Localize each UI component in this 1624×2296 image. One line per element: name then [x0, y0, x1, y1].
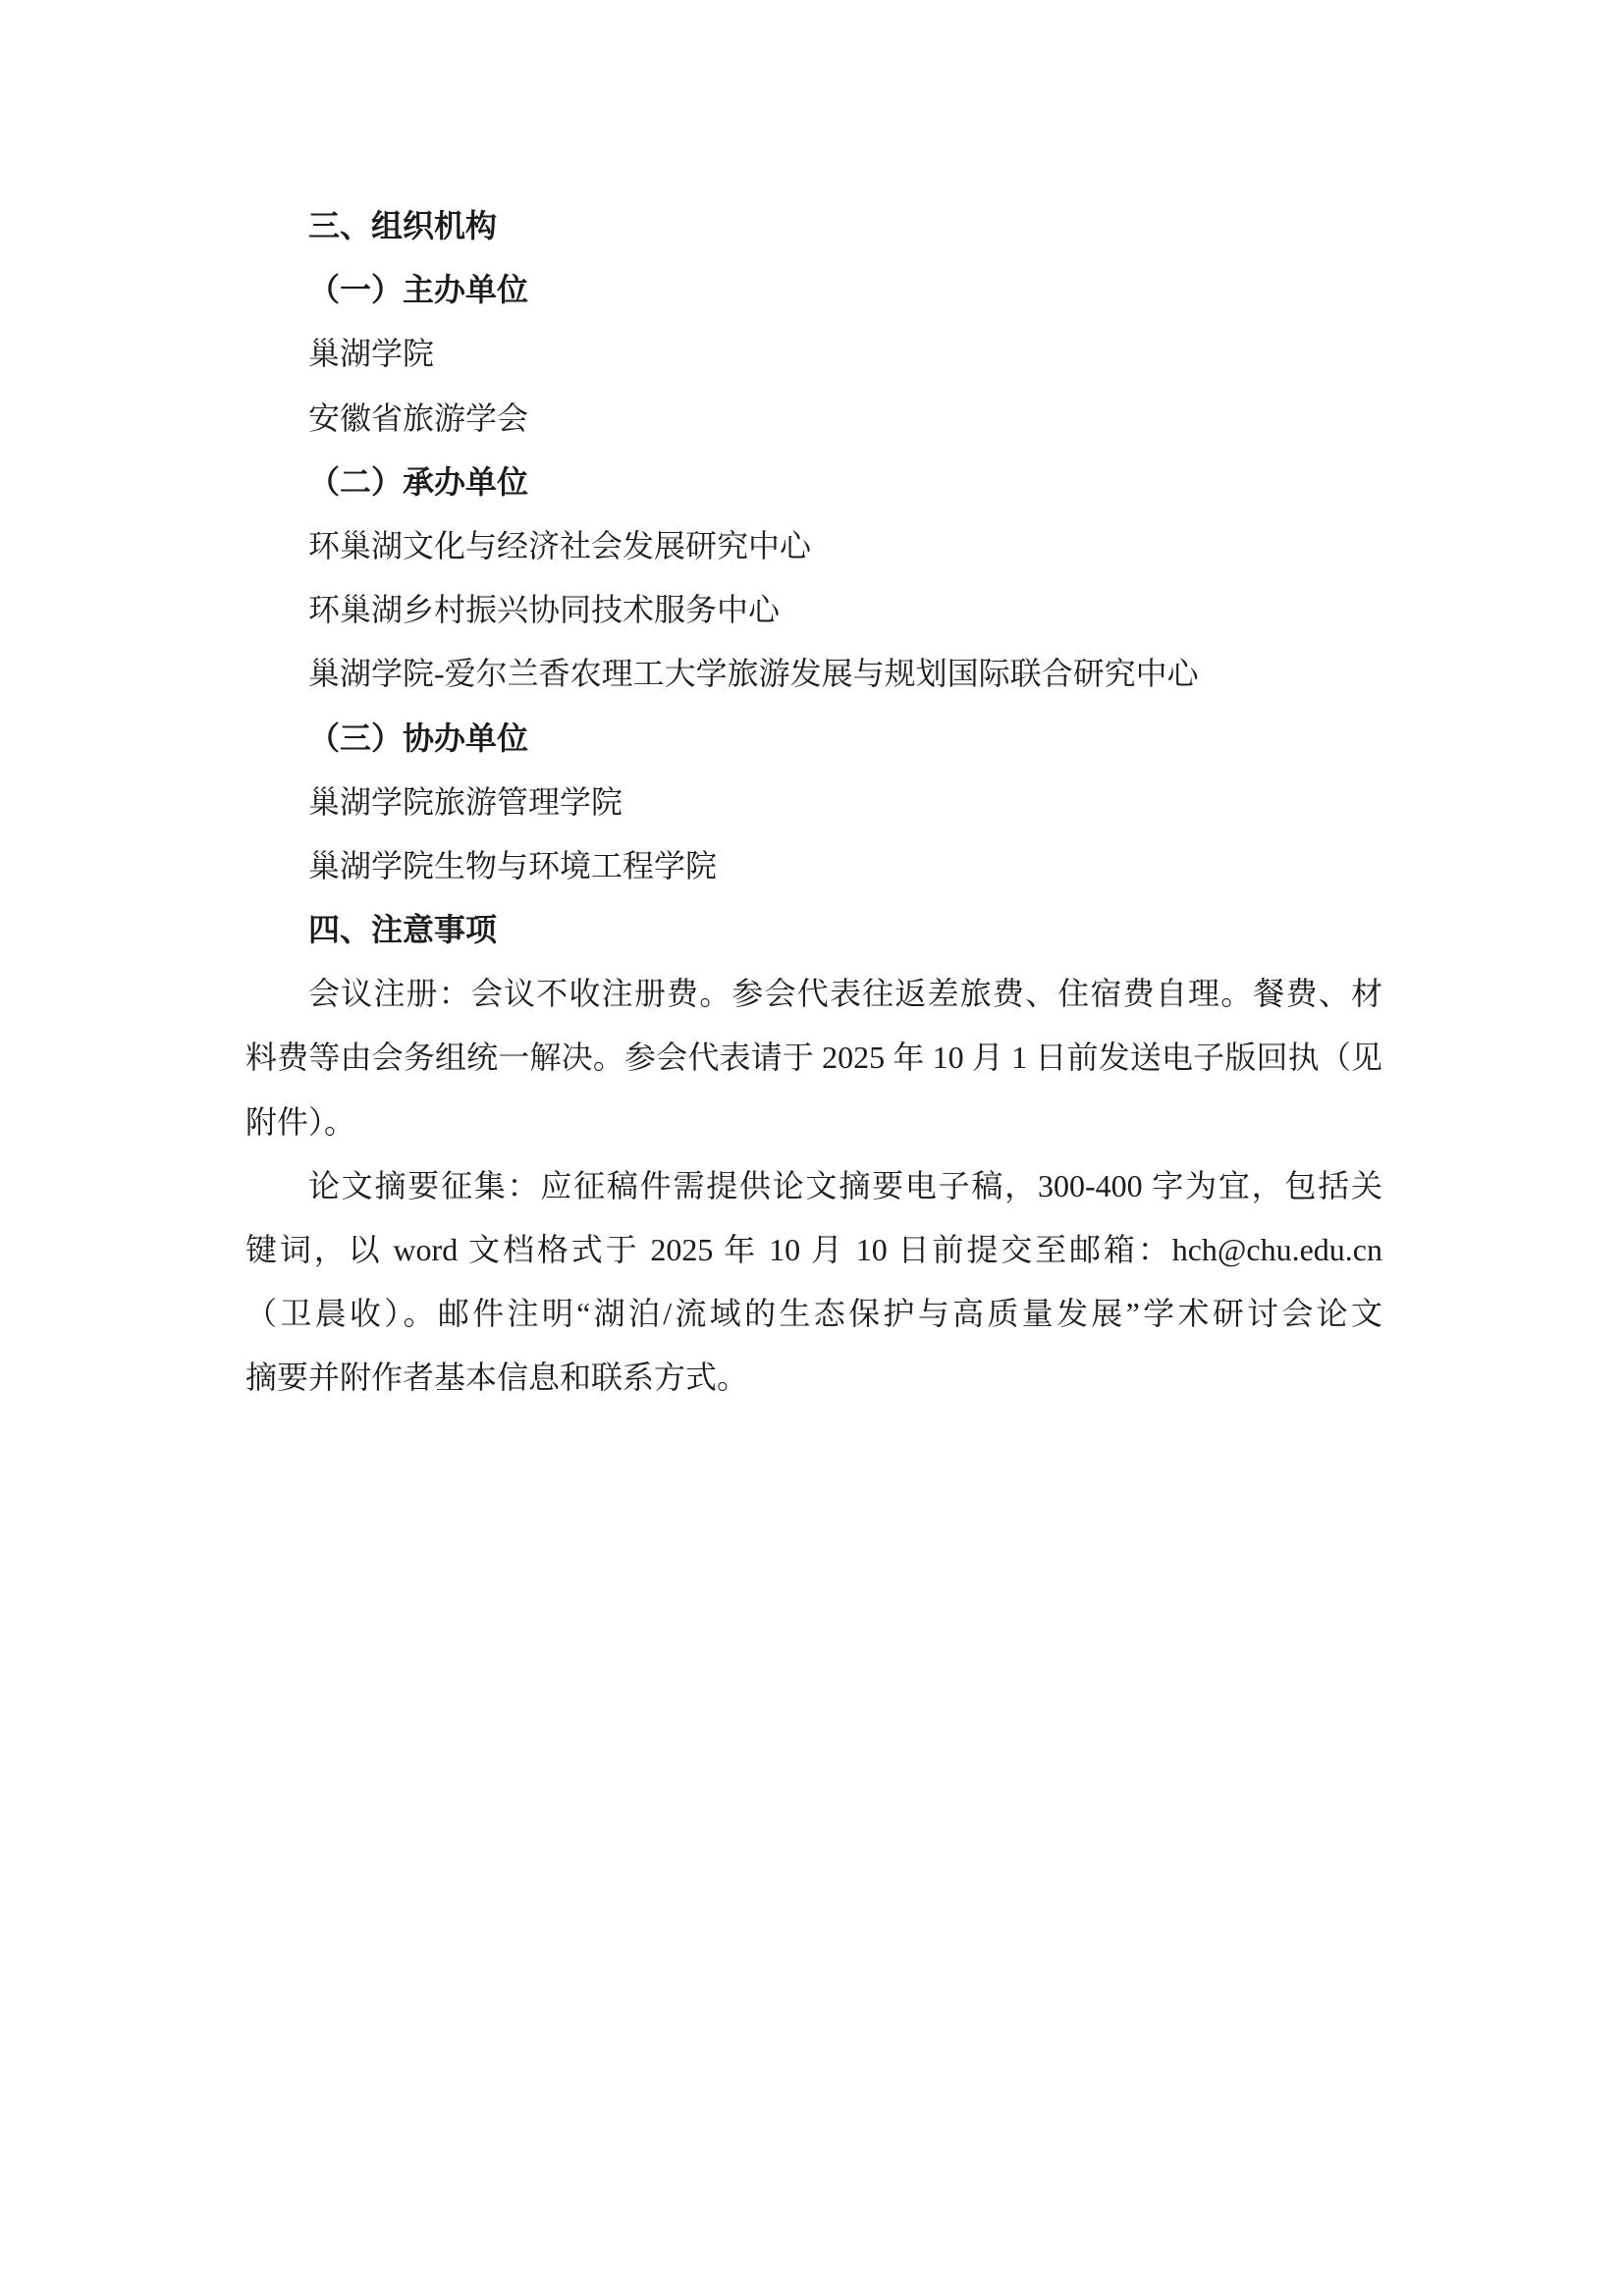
registration-paragraph-line-1: 会议注册：会议不收注册费。参会代表往返差旅费、住宿费自理。餐费、材	[308, 976, 1382, 1012]
document-content	[245, 194, 1382, 1411]
organizer-unit-research-center: 环巢湖文化与经济社会发展研究中心	[308, 527, 812, 563]
host-unit-anhui-tourism-society: 安徽省旅游学会	[308, 400, 529, 436]
abstract-paragraph-line-4: 摘要并附作者基本信息和联系方式。	[245, 1360, 749, 1396]
co-organizer-unit-bioenv-school: 巢湖学院生物与环境工程学院	[308, 847, 718, 883]
subheading-host-units: （一）主办单位	[308, 272, 529, 308]
subheading-co-organizer-units: （三）协办单位	[308, 720, 529, 756]
subheading-organizer-units: （二）承办单位	[308, 463, 529, 500]
heading-organization: 三、组织机构	[308, 208, 498, 243]
registration-paragraph-line-3: 附件）。	[245, 1103, 356, 1140]
registration-paragraph-line-2: 料费等由会务组统一解决。参会代表请于 2025 年 10 月 1 日前发送电子版回执（见	[245, 1040, 1382, 1076]
abstract-paragraph-line-2: 键词，以 word 文档格式于 2025 年 10 月 10 日前提交至邮箱：hch@chu.edu.cn	[245, 1232, 1382, 1267]
heading-notes: 四、注意事项	[308, 912, 498, 948]
abstract-paragraph-line-3: （卫晨收）。邮件注明“湖泊/流域的生态保护与高质量发展”学术研讨会论文	[245, 1296, 1382, 1332]
organizer-unit-service-center: 环巢湖乡村振兴协同技术服务中心	[308, 592, 781, 628]
host-unit-chaohu-university: 巢湖学院	[308, 336, 435, 372]
organizer-unit-joint-center: 巢湖学院-爱尔兰香农理工大学旅游发展与规划国际联合研究中心	[308, 656, 1199, 692]
co-organizer-unit-tourism-school: 巢湖学院旅游管理学院	[308, 783, 623, 820]
abstract-paragraph-line-1: 论文摘要征集：应征稿件需提供论文摘要电子稿，300-400 字为宜，包括关	[308, 1167, 1382, 1203]
